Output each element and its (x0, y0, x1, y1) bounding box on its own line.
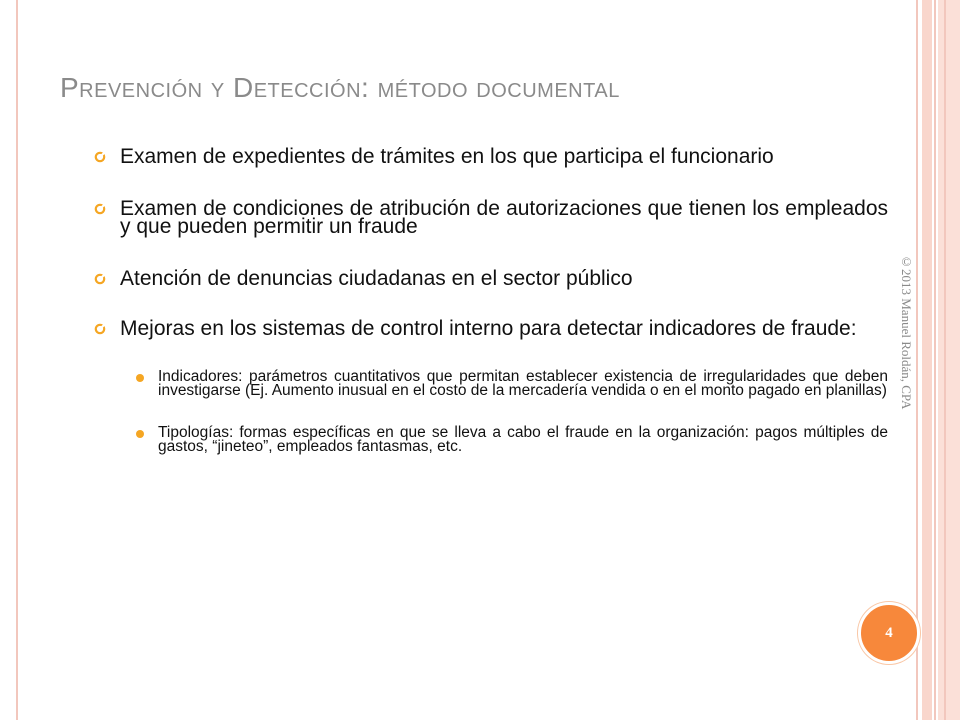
bullet-icon (94, 323, 106, 335)
bullet-item (92, 267, 888, 290)
bullet-icon (94, 151, 106, 163)
bullet-text: Examen de condiciones de atribución de autorizaciones que tienen los empleados y que pueden permitir un fraude (120, 197, 888, 238)
right-stripe (916, 0, 918, 720)
copyright-text: ©2013 Manuel Roldán, CPA (899, 254, 914, 410)
slide-title: Prevención y Detección: método documental (60, 72, 620, 103)
bullet-item (92, 197, 888, 238)
right-stripe (944, 0, 946, 720)
dot-icon (136, 430, 144, 438)
right-stripe (938, 0, 960, 720)
bullet-icon (94, 203, 106, 215)
page-number-badge (858, 602, 920, 664)
sub-bullet-text: Indicadores: parámetros cuantitativos que permitan establecer existencia de irregularidades que deben investigarse (Ej. Aumento inusual en el costo de la mercadería vendida o en el monto pagado en planillas) (158, 368, 888, 399)
bullet-item (92, 145, 888, 168)
sub-bullet-item (92, 370, 888, 398)
bullet-icon (94, 273, 106, 285)
bullet-item (92, 317, 888, 340)
bullet-text: Mejoras en los sistemas de control interno para detectar indicadores de fraude: (120, 317, 857, 340)
copyright-note (898, 254, 914, 474)
page-number: 4 (885, 624, 893, 641)
slide-content (92, 140, 888, 454)
sub-bullet-item (92, 426, 888, 454)
right-stripe (922, 0, 932, 720)
bullet-text: Atención de denuncias ciudadanas en el sector público (120, 267, 633, 290)
left-border-line (16, 0, 18, 720)
sub-bullet-text: Tipologías: formas específicas en que se lleva a cabo el fraude en la organización: pagos múltiples de gastos, “jineteo”, empleados fantasmas, etc. (158, 424, 888, 455)
right-stripe (934, 0, 936, 720)
dot-icon (136, 374, 144, 382)
bullet-text: Examen de expedientes de trámites en los que participa el funcionario (120, 145, 774, 168)
